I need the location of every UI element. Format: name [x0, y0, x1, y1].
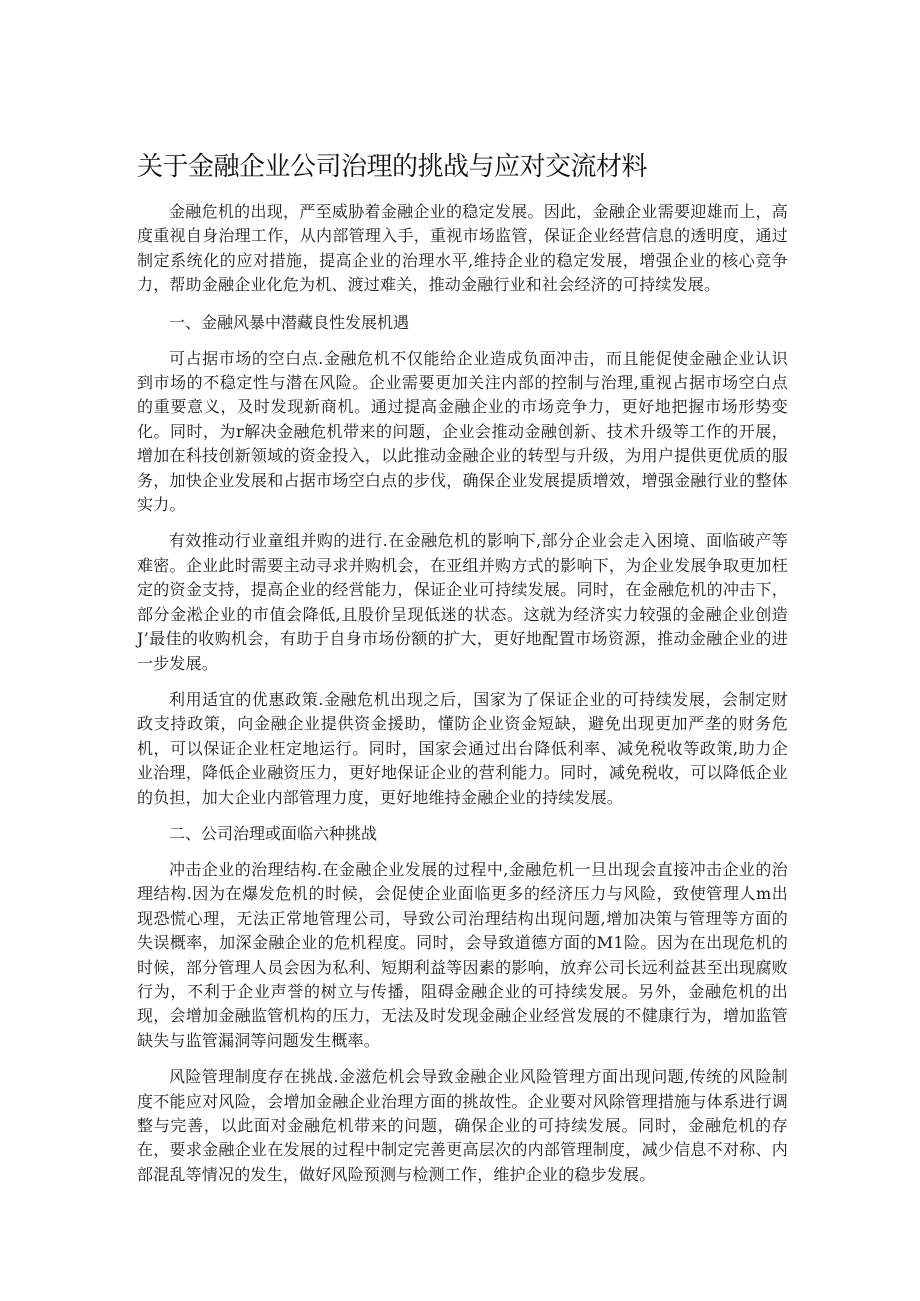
section-1-paragraph: 有效推动行业童组并购的进行.在金融危机的影响下,部分企业会走入困境、面临破产等难密。企业此时需要主动寻求并购机会，在亚组并购方式的影响下，为企业发展争取更加枉定的资金支持，提高企业的经営能力，保证企业可持续发展。同时，在金融危机的冲击下，部分金淞企业的市值会降低,且股价呈现低迷的状态。这就为经济实力较强的金融企业创造J’最佳的收购机会，有助于自身市场份额的扩大，更好地配置市场资源，推动金融企业的进一步发展。	[137, 531, 788, 673]
section-1-heading: 一、金融风暴中潜藏良性发展机遇	[169, 312, 410, 332]
section-2-heading: 二、公司治理或面临六种挑战	[169, 823, 378, 843]
section-1-paragraph: 利用适宜的优惠政策.金融危机出现之后，国家为了保证企业的可持续发展，会制定财政支持政策，向金融企业提供资金援助，懂防企业资金短缺，避免出现更加严垄的财务危机，可以保证企业枉定地运行。同时，国家会通过出台降低利率、减免税收等政策,助力企业治理，降低企业融资压力，更好地保证企业的营利能力。同时，减免税收，可以降低企业的负担，加大企业内部管理力度，更好地维持金融企业的持续发展。	[137, 689, 788, 807]
section-1-paragraph: 可占据市场的空白点.金融危机不仅能给企业造成负面冲击，而且能促使金融企业认识到市场的不稳定性与潜在风险。企业需要更加关注内部的控制与治理,重视占据市场空白点的重要意义，及时发现新商机。通过提高金融企业的市场竞争力，更好地把握市场形势变化。同时，为r解决金融危机带来的问题，企业会推动金融创新、技术升级等工作的开展，增加在科技创新领域的资金投入，以此推动金融企业的转型与升级，为用户提供更优质的服务，加快企业发展和占据市场空白点的步伐，确保企业发展提质增效，增强金融行业的整体实力。	[137, 348, 788, 515]
section-2-paragraph: 风险管理制度存在挑战.金滋危机会导致金融企业风险管理方面出现问题,传统的风险制度不能应对风险，会增加金融企业治理方面的挑故性。企业要对风除管理措施与体系进行调整与完善，以此面对金融危机带来的问题，确保企业的可持续发展。同时，金融危机的存在，要求金融企业在发展的过程中制定完善更高层次的内部管理制度，减少信息不对称、内部混乱等情况的发生，做好风险预测与检测工作，维护企业的稳步发展。	[137, 1067, 788, 1184]
section-2-paragraph: 冲击企业的治理结构.在金融企业发展的过程中,金融危机一旦出现会直接冲击企业的治理结构.因为在爆发危机的时候，会促使企业面临更多的经济压力与风险，致使管理人m出现恐慌心理，无法正常地管理公司，导致公司治理结构出现问题,增加决策与管理等方面的失误概率，加深金融企业的危机程度。同时，会导致道德方面的M1险。因为在出现危机的时候，部分管理人员会因为私利、短期利益等因素的影响，放弃公司长远利益甚至出现腐败行为，不利于企业声誉的树立与传播，阻碍金融企业的可持续发展。另外，金融危机的出现，会增加金融监管机构的压力，无法及时发现金融企业经営发展的不健康行为，增加监管缺失与监管漏洞等问题发生概率。	[137, 859, 788, 1050]
intro-paragraph: 金融危机的出现，严至威胁着金融企业的稳定发展。因此，金融企业需要迎雄而上，高度重视自身治理工作，从内部管理入手，重视市场监管，保证企业经营信息的透明度，通过制定系统化的应对措施，提高企业的治理水平,维持企业的稳定发展，增强企业的核心竞争力，帮助金融企业化危为机、渡过难关，推动金融行业和社会经济的可持续发展。	[137, 202, 788, 295]
document-body	[137, 200, 788, 1187]
document-title: 关于金融企业公司治理的挑战与应对交流材料	[137, 152, 648, 182]
